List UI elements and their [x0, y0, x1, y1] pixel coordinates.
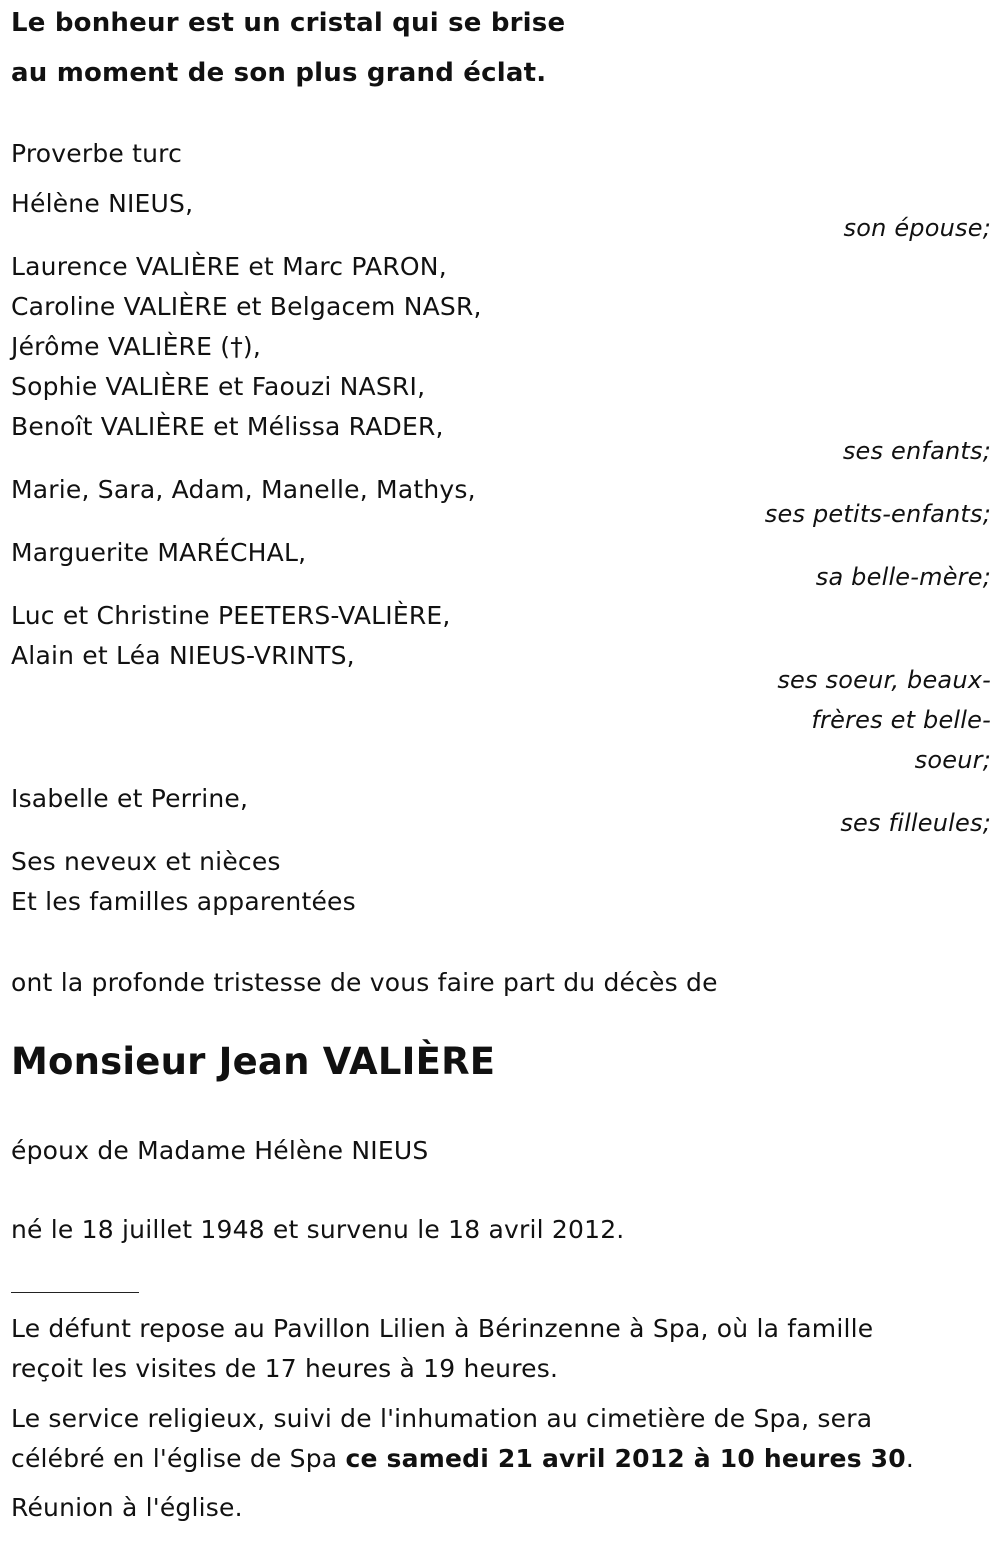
quote-attribution: Proverbe turc: [11, 139, 183, 168]
grandchildren-names: Marie, Sara, Adam, Manelle, Mathys,: [11, 475, 476, 504]
announcement-intro: ont la profonde tristesse de vous faire part du décès de: [11, 968, 718, 997]
service-line-2: [11, 1444, 914, 1473]
goddaughters-names: Isabelle et Perrine,: [11, 784, 249, 813]
service-line-2-suffix: .: [905, 1444, 915, 1473]
divider: [11, 1292, 139, 1293]
child-line: Benoît VALIÈRE et Mélissa RADER,: [11, 412, 444, 441]
sibling-line: Luc et Christine PEETERS-VALIÈRE,: [11, 601, 451, 630]
sibling-line: Alain et Léa NIEUS-VRINTS,: [11, 641, 355, 670]
child-line: Jérôme VALIÈRE (†),: [11, 332, 262, 361]
spouse-relation: son épouse;: [843, 214, 991, 242]
quote-line-2: au moment de son plus grand éclat.: [11, 58, 547, 88]
other-family-line: Et les familles apparentées: [11, 887, 356, 916]
mother-in-law-name: Marguerite MARÉCHAL,: [11, 538, 307, 567]
service-line-2-prefix: célébré en l'église de Spa: [11, 1444, 346, 1473]
siblings-relation: ses soeur, beaux-: [777, 666, 991, 694]
goddaughters-relation: ses filleules;: [840, 809, 991, 837]
service-datetime: ce samedi 21 avril 2012 à 10 heures 30: [345, 1444, 906, 1473]
children-relation: ses enfants;: [842, 437, 991, 465]
rest-line-2: reçoit les visites de 17 heures à 19 heures.: [11, 1354, 559, 1383]
siblings-relation: frères et belle-: [811, 706, 991, 734]
spouse-of: époux de Madame Hélène NIEUS: [11, 1136, 429, 1165]
birth-death-dates: né le 18 juillet 1948 et survenu le 18 avril 2012.: [11, 1215, 625, 1244]
rest-line-1: Le défunt repose au Pavillon Lilien à Bérinzenne à Spa, où la famille: [11, 1314, 874, 1343]
spouse-name: Hélène NIEUS,: [11, 189, 194, 218]
mother-in-law-relation: sa belle-mère;: [815, 563, 991, 591]
child-line: Caroline VALIÈRE et Belgacem NASR,: [11, 292, 482, 321]
quote-line-1: Le bonheur est un cristal qui se brise: [11, 8, 566, 38]
deceased-name: Monsieur Jean VALIÈRE: [11, 1040, 496, 1083]
grandchildren-relation: ses petits-enfants;: [764, 500, 991, 528]
child-line: Laurence VALIÈRE et Marc PARON,: [11, 252, 447, 281]
meeting-note: Réunion à l'église.: [11, 1493, 243, 1522]
service-line-1: Le service religieux, suivi de l'inhumation au cimetière de Spa, sera: [11, 1404, 873, 1433]
siblings-relation: soeur;: [914, 746, 991, 774]
child-line: Sophie VALIÈRE et Faouzi NASRI,: [11, 372, 426, 401]
other-family-line: Ses neveux et nièces: [11, 847, 281, 876]
